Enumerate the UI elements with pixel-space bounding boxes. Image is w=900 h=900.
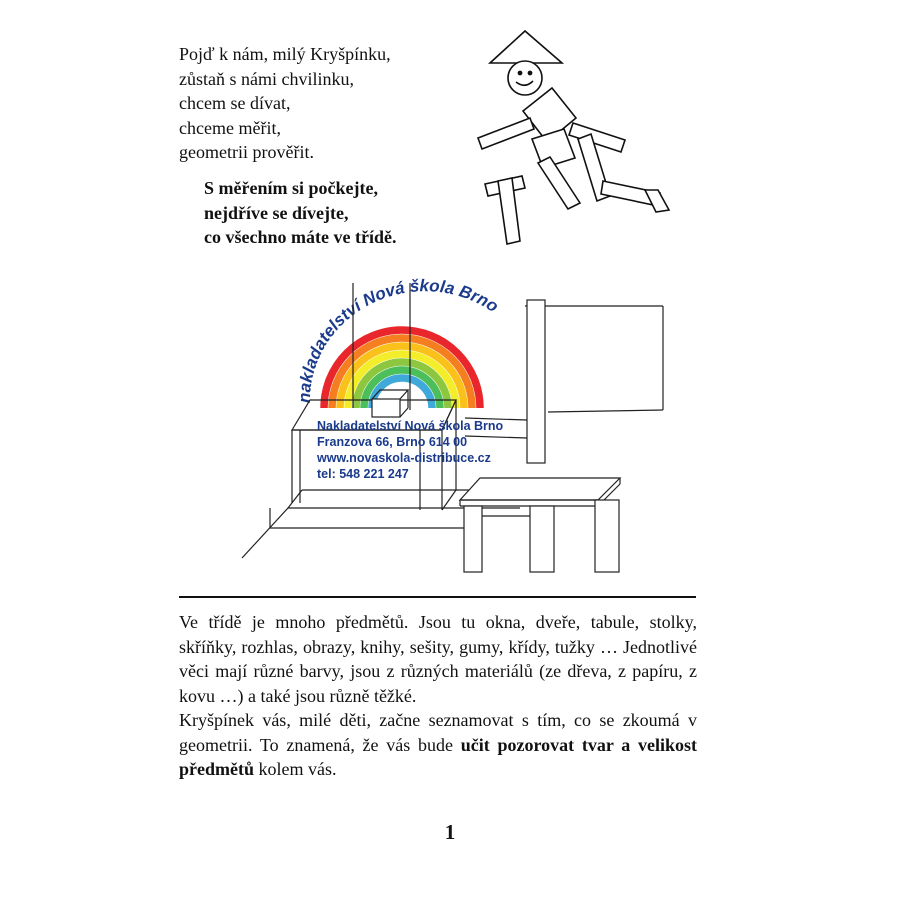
poem-line: chceme měřit, [179,117,281,138]
chorus-line: nejdříve se dívejte, [204,202,349,223]
leg-upper [538,157,580,209]
head-circle [508,61,542,95]
poem-line: zůstaň s námi chvilinku, [179,68,354,89]
stamp-line: Franzova 66, Brno 614 00 [317,435,468,449]
hat-triangle [490,31,562,63]
stamp-arc-text: nakladatelství Nová škola Brno [294,278,502,404]
publisher-stamp [317,418,503,482]
poem-line: geometrii prověřit. [179,142,314,162]
section-divider [179,596,696,598]
paragraph-2-end: kolem vás. [254,759,337,779]
chorus [204,176,396,250]
page-number: 1 [444,820,456,844]
paragraph-1: Ve třídě je mnoho předmětů. Jsou tu okna, dveře, tabule, stolky, skříňky, rozhlas, obrazy, knihy, sešity, gumy, křídy, tužky … Jednotlivé věci mají různé barvy, jsou z různých materiálů (ze dřeva, z papíru, z kovu …) a také jsou různě těžké. [179,612,697,706]
paragraph-2-bold: učit pozorovat tvar a velikost předmětů [179,734,698,779]
kryspinek-figure [470,26,690,256]
stamp-line: Nakladatelství Nová škola Brno [317,419,504,433]
body-text [179,610,697,782]
paragraph-2 [179,708,697,782]
chorus-line: co všechno máte ve třídě. [204,227,397,247]
right-arm-upper [569,123,625,152]
left-arm [478,118,534,149]
poem [179,42,391,165]
stamp-line: www.novaskola-distribuce.cz [317,451,491,465]
paragraph-2-start: Kryšpínek vás, milé děti, začne seznamovat s tím, co se zkoumá v geometrii. To znamená, že vás bude [179,710,697,755]
chorus-line: S měřením si počkejte, [204,178,378,198]
poem-line: Pojď k nám, milý Kryšpínku, [179,44,391,64]
poem-line: chcem se dívat, [179,93,291,113]
stamp-line: tel: 548 221 247 [317,467,409,481]
